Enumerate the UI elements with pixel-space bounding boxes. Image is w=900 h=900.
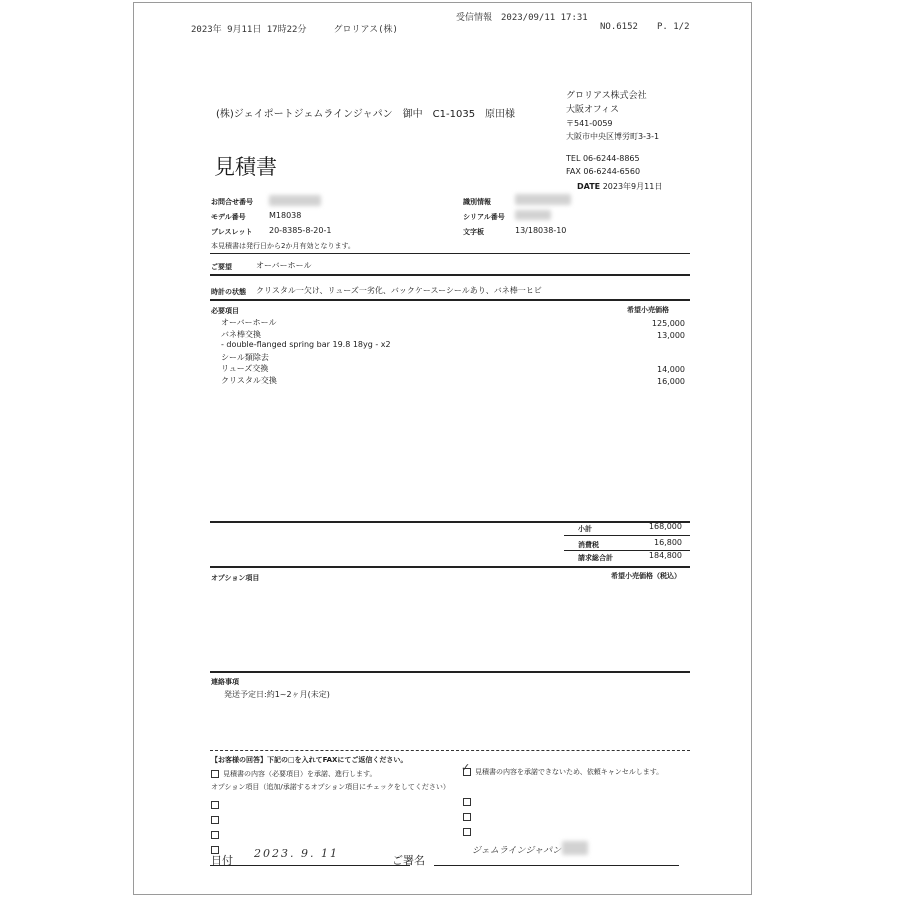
date-label: DATE [577,182,601,191]
date-field-label: 日付 [211,854,233,867]
condition-label: 時計の状態 [211,288,246,296]
divider [564,535,690,536]
fax-sender-line: 2023年 9月11日 17時22分 グロリアス(株) [191,25,398,35]
approve-option[interactable] [211,769,376,779]
options-instruction: オプション項目（追加/承諾するオプション項目にチェックをしてください） [211,783,450,791]
fax-page [133,2,752,895]
checkmark-icon: ✓ [461,761,471,774]
id-redacted [515,194,571,205]
notes-label: 連絡事項 [211,678,239,686]
divider [210,299,690,301]
divider [210,671,690,673]
option-checkbox[interactable] [463,813,471,821]
divider [210,274,690,276]
list-item [221,329,685,341]
fax-number: NO.6152 [600,22,638,32]
item-name: - double-flanged spring bar 19.8 18yg - x2 [221,340,391,349]
item-price: 125,000 [651,319,685,328]
list-item [221,363,685,375]
item-name: シール類除去 [221,352,269,362]
subtotal-label: 小計 [578,525,592,533]
date-handwritten[interactable]: 2023. 9. 11 [254,847,339,860]
company-date [577,181,662,192]
inquiry-label: お問合せ番号 [211,198,253,206]
cancel-option[interactable] [461,761,664,777]
subtotal-value: 168,000 [648,522,682,531]
document-title: 見積書 [214,155,277,179]
divider [210,521,690,523]
bracelet-value: 20-8385-8-20-1 [269,226,332,235]
company-postal: 〒541-0059 [566,119,613,128]
option-checkbox[interactable] [211,801,219,809]
option-checkboxes-right [463,793,475,838]
option-checkbox[interactable] [463,828,471,836]
recipient: (株)ジェイポートジェムラインジャパン 御中 C1-1035 原田様 [216,109,516,120]
divider [210,253,690,254]
options-label: オプション項目 [211,574,260,582]
signature-label: ご署名 [392,854,425,867]
company-tel: TEL 06-6244-8865 [566,154,640,163]
divider [210,566,690,568]
fax-received-info: 受信情報 2023/09/11 17:31 [456,13,588,23]
approve-checkbox[interactable] [211,770,219,778]
item-name: リューズ交換 [221,364,269,373]
company-name: グロリアス株式会社 [566,91,647,101]
cancel-text: 見積書の内容を承諾できないため、依頼キャンセルします。 [475,768,664,776]
tax-label: 消費税 [578,541,599,549]
signature-handwritten[interactable]: ジェムラインジャパン [472,846,562,856]
reply-title: 【お客様の回答】下記の□を入れてFAXにてご返信ください。 [211,756,408,764]
item-name: クリスタル交換 [221,375,277,385]
dial-label: 文字板 [463,228,484,236]
option-checkbox[interactable] [211,816,219,824]
list-item [221,375,685,387]
fax-page-number: P. 1/2 [657,22,690,32]
option-checkboxes-left [211,796,223,856]
date-value: 2023年9月11日 [602,182,663,191]
items-header-left: 必要項目 [211,307,239,315]
approve-text: 見積書の内容（必要項目）を承諾、進行します。 [223,770,377,778]
dashed-divider [210,750,690,751]
model-value: M18038 [269,211,302,220]
total-value: 184,800 [648,551,682,560]
company-address: 大阪市中央区博労町3-3-1 [566,132,660,141]
items-header-right: 希望小売価格 [627,306,669,314]
serial-label: シリアル番号 [463,213,505,221]
list-item [221,317,685,329]
company-fax: FAX 06-6244-6560 [566,167,641,176]
options-price-header: 希望小売価格（税込） [611,572,681,580]
condition-value: クリスタル一欠け、リューズ一劣化、バックケースーシールあり、バネ棒一ヒビ [256,286,542,295]
model-label: モデル番号 [211,213,246,221]
company-office: 大阪オフィス [566,105,620,115]
request-value: オーバーホール [256,261,312,270]
serial-redacted [515,210,551,220]
option-checkbox[interactable] [463,798,471,806]
total-label: 請求総合計 [578,554,613,562]
list-item [221,340,685,352]
item-name: バネ棒交換 [221,329,261,339]
validity-note: 本見積書は発行日から2か月有効となります。 [211,242,355,250]
signature-redacted [562,841,588,855]
item-price: 14,000 [657,365,685,374]
option-checkbox[interactable] [211,831,219,839]
item-price: 16,000 [657,376,685,386]
dial-value: 13/18038-10 [515,226,567,235]
tax-value: 16,800 [654,538,682,547]
bracelet-label: ブレスレット [211,228,253,236]
item-price: 13,000 [657,330,685,340]
notes-value: 発送予定日:約1~2ヶ月(未定) [224,690,330,699]
divider [210,865,410,866]
list-item [221,352,685,364]
items-list [221,317,685,386]
request-label: ご要望 [211,263,232,271]
divider [434,865,679,866]
item-name: オーバーホール [221,318,277,327]
inquiry-redacted [269,195,321,206]
id-label: 識別情報 [463,198,491,206]
